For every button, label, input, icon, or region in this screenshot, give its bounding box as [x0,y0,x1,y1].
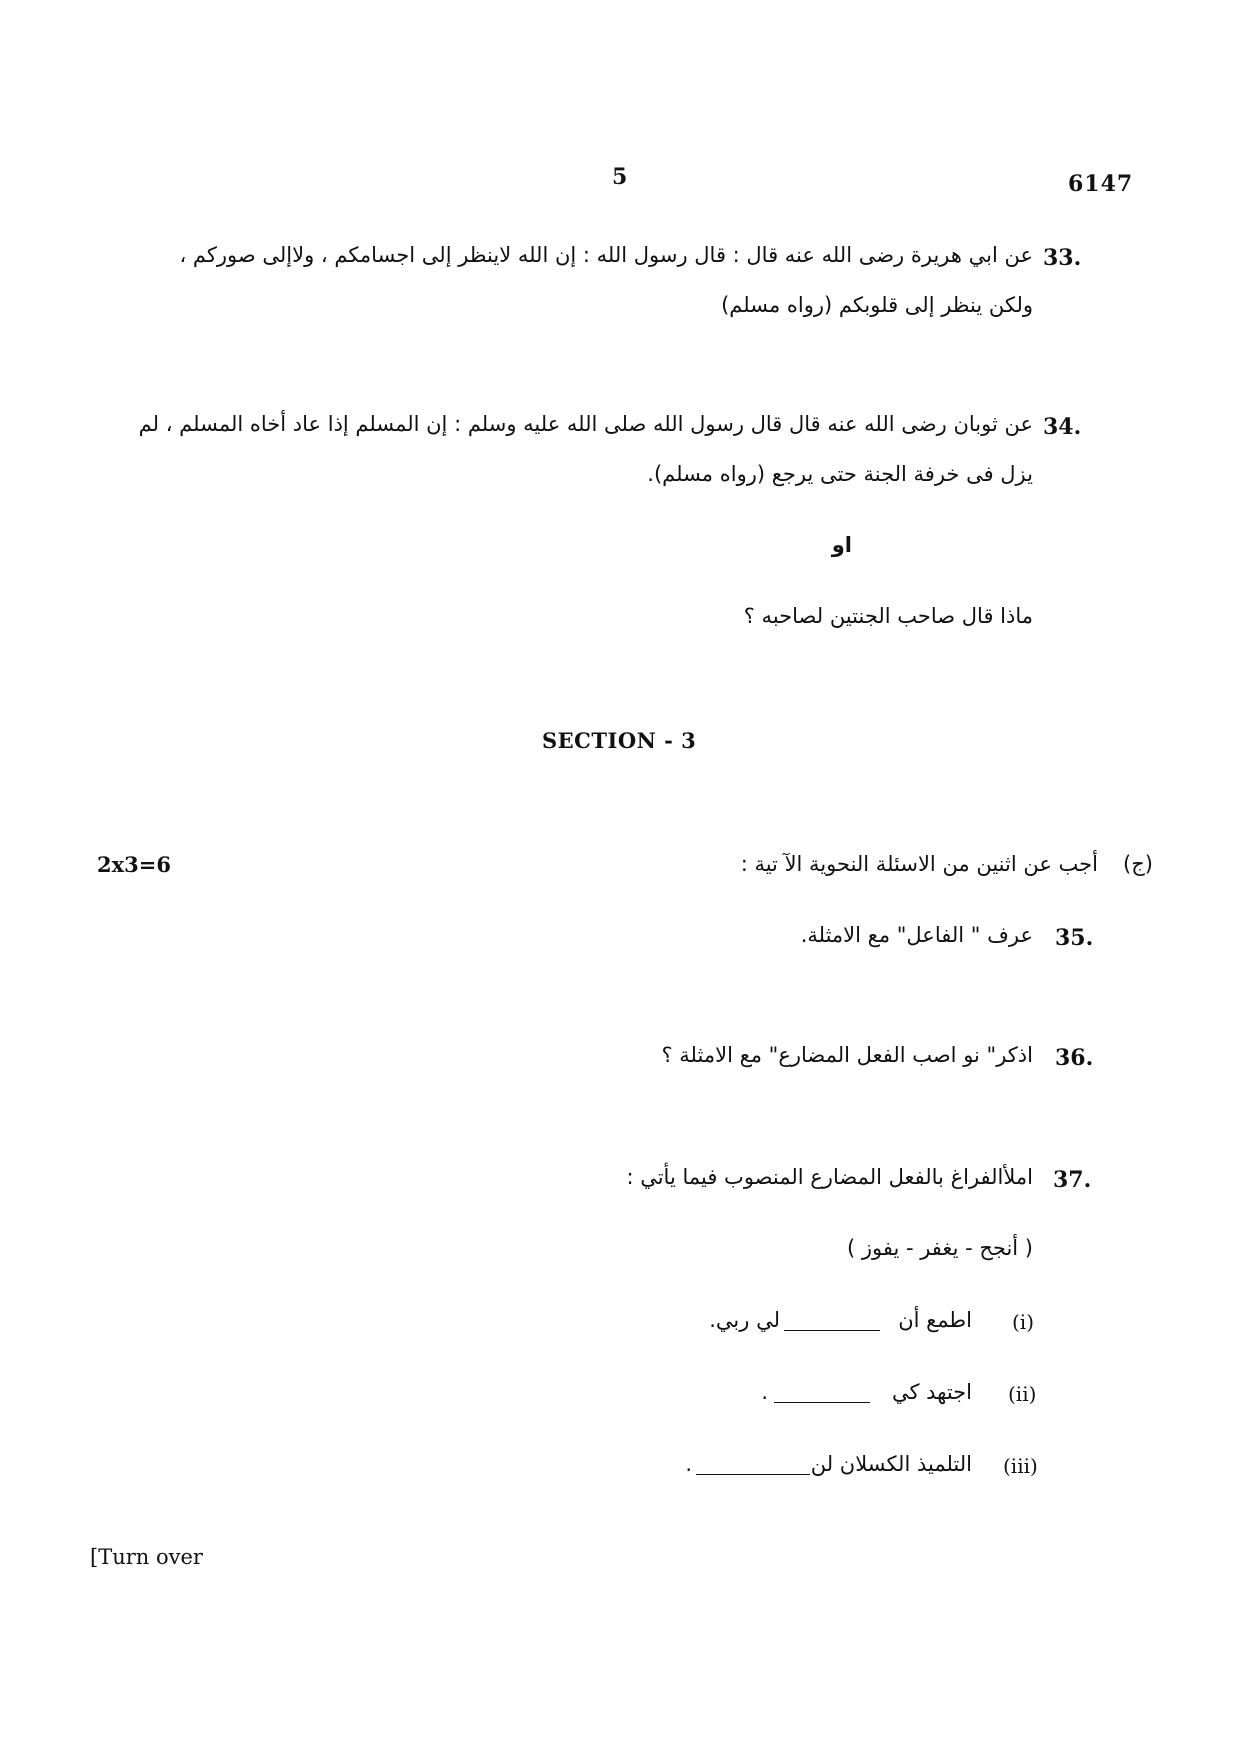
question-34-alternative: ماذا قال صاحب الجنتين لصاحبه ؟ [743,604,1033,628]
question-number-35: 35. [1055,925,1094,951]
item-ii-label: (ii) [1008,1382,1037,1406]
item-i-blank [784,1330,880,1331]
item-ii-after: . [761,1380,768,1404]
question-33-line-2: ولكن ينظر إلى قلوبكم (رواه مسلم) [721,293,1033,317]
question-37-options: ( أنجح - يغفر - يفوز ) [846,1236,1033,1260]
question-34-line-2: يزل فى خرفة الجنة حتى يرجع (رواه مسلم). [647,462,1033,486]
item-iii-after: . [685,1452,692,1476]
turn-over-note: [Turn over [90,1545,203,1569]
question-33-line-1: عن ابي هريرة رضى الله عنه قال : قال رسول الله : إن الله لاينظر إلى اجسامكم ، ولاإلى صوركم ، [179,243,1033,267]
paper-code: 6147 [1068,171,1134,197]
question-34-line-1: عن ثوبان رضى الله عنه قال قال رسول الله صلى الله عليه وسلم : إن المسلم إذا عاد أخاه المسلم ، لم [138,412,1033,436]
question-number-36: 36. [1055,1045,1094,1071]
item-i-after: لي ربي. [709,1308,780,1332]
item-ii-blank [774,1402,870,1403]
item-i-label: (i) [1012,1310,1035,1334]
question-number-37: 37. [1053,1167,1092,1193]
item-ii-before: اجتهد كي [891,1380,972,1404]
item-iii-before: التلميذ الكسلان لن [810,1452,972,1476]
item-iii-label: (iii) [1003,1454,1038,1478]
question-37-text: املأالفراغ بالفعل المضارع المنصوب فيما يأتي : [626,1165,1033,1189]
question-number-34: 34. [1043,414,1082,440]
or-separator: او [831,533,852,557]
page-number: 5 [612,164,628,190]
part-c-instruction: أجب عن اثنين من الاسئلة النحوية الآ تية : [740,852,1098,876]
item-i-before: اطمع أن [898,1308,972,1332]
item-iii-blank [696,1474,810,1475]
marks-allocation: 2x3=6 [97,852,171,877]
part-c-label: (ج) [1123,852,1153,876]
section-title: SECTION - 3 [542,728,697,753]
question-35-text: عرف " الفاعل" مع الامثلة. [800,923,1033,947]
question-number-33: 33. [1043,245,1082,271]
question-36-text: اذكر" نو اصب الفعل المضارع" مع الامثلة ؟ [661,1043,1033,1067]
